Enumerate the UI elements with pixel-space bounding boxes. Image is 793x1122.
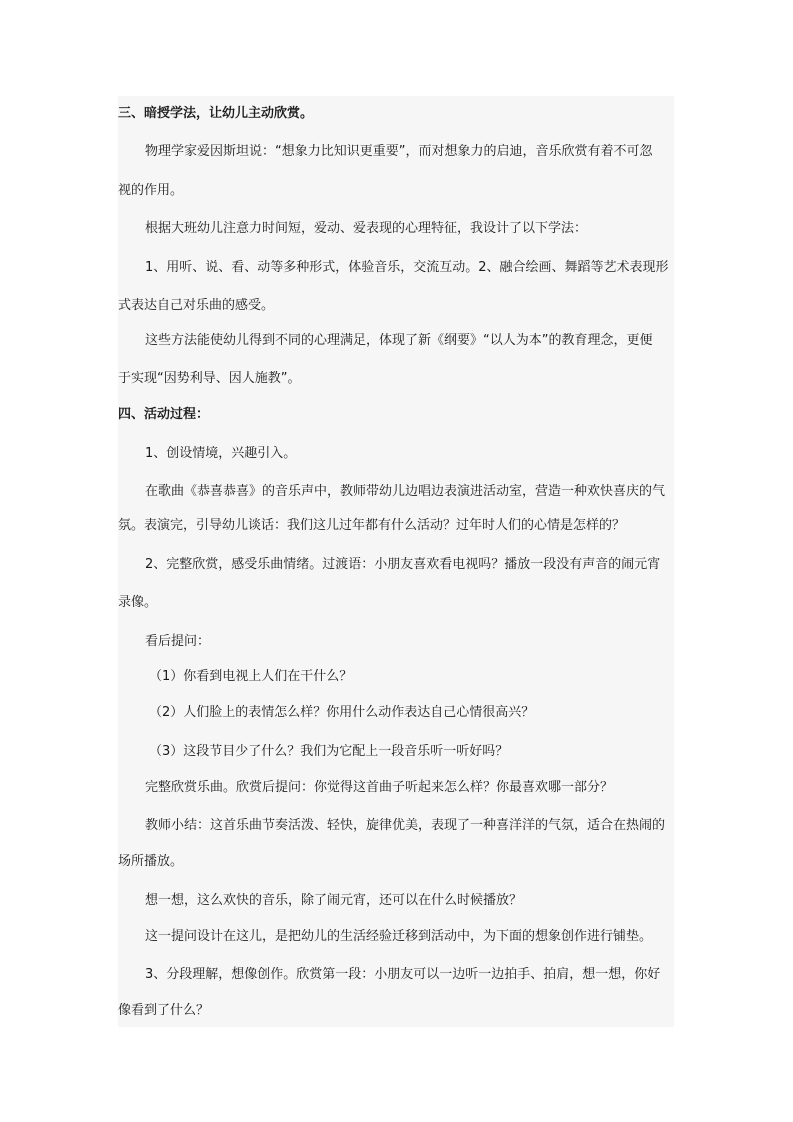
paragraph-line: 看后提问：: [145, 634, 211, 649]
paragraph-line: 完整欣赏乐曲。欣赏后提问：你觉得这首曲子听起来怎么样？你最喜欢哪一部分？: [145, 780, 614, 795]
paragraph-line: 想一想，这么欢快的音乐，除了闹元宵，还可以在什么时候播放？: [145, 893, 523, 908]
section-heading-3: 三、暗授学法，让幼儿主动欣赏。: [118, 106, 314, 121]
paragraph-line: 1、用听、说、看、动等多种形式，体验音乐，交流互动。2、融合绘画、舞蹈等艺术表现形: [145, 260, 669, 275]
paragraph-line: 教师小结：这首乐曲节奏活泼、轻快，旋律优美，表现了一种喜洋洋的气氛，适合在热闹的: [145, 818, 666, 833]
paragraph-line: 录像。: [118, 595, 158, 610]
question-item: （1）你看到电视上人们在干什么？: [149, 669, 353, 684]
section-heading-4: 四、活动过程：: [118, 407, 210, 422]
paragraph-line: 2、完整欣赏，感受乐曲情绪。过渡语：小朋友喜欢看电视吗？播放一段没有声音的闹元宵: [145, 557, 661, 572]
paragraph-line: 于实现“因势利导、因人施教”。: [118, 371, 301, 386]
paragraph-line: 场所播放。: [118, 854, 184, 869]
paragraph-line: 式表达自己对乐曲的感受。: [118, 298, 275, 313]
document-body: [118, 96, 674, 1027]
paragraph-line: 视的作用。: [118, 183, 184, 198]
paragraph-line: 1、创设情境，兴趣引入。: [145, 446, 297, 461]
paragraph-line: 这一提问设计在这儿，是把幼儿的生活经验迁移到活动中，为下面的想象创作进行铺垫。: [145, 929, 653, 944]
paragraph-line: 这些方法能使幼儿得到不同的心理满足，体现了新《纲要》“以人为本”的教育理念，更便: [145, 333, 653, 348]
paragraph-line: 根据大班幼儿注意力时间短，爱动、爱表现的心理特征，我设计了以下学法：: [145, 221, 588, 236]
paragraph-line: 在歌曲《恭喜恭喜》的音乐声中，教师带幼儿边唱边表演进活动室，营造一种欢快喜庆的气: [145, 484, 666, 499]
question-item: （3）这段节目少了什么？我们为它配上一段音乐听一听好吗？: [149, 744, 509, 759]
paragraph-line: 物理学家爱因斯坦说：“想象力比知识更重要”，而对想象力的启迪，音乐欣赏有着不可忽: [145, 144, 653, 159]
paragraph-line: 3、分段理解，想像创作。欣赏第一段：小朋友可以一边听一边拍手、拍肩，想一想，你好: [145, 967, 661, 982]
paragraph-line: 像看到了什么？: [118, 1003, 210, 1018]
question-item: （2）人们脸上的表情怎么样？你用什么动作表达自己心情很高兴？: [149, 705, 535, 720]
paragraph-line: 氛。表演完，引导幼儿谈话：我们这儿过年都有什么活动？过年时人们的心情是怎样的？: [118, 518, 626, 533]
